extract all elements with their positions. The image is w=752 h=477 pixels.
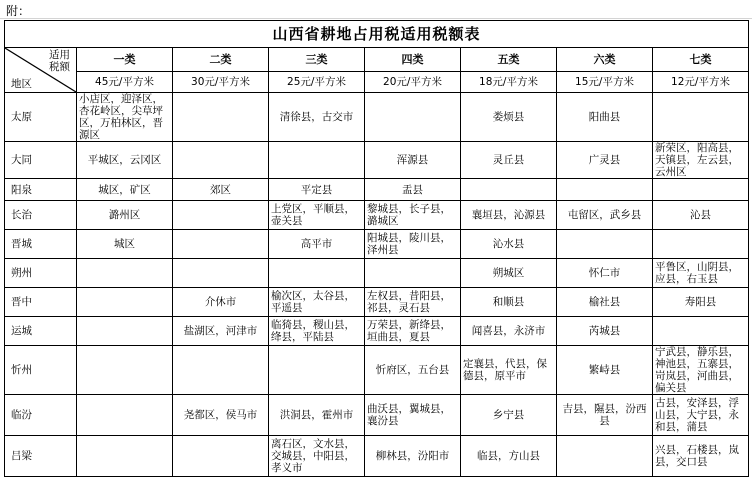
table-cell: 清徐县，古交市 <box>269 93 365 142</box>
table-row <box>5 93 749 142</box>
table-cell <box>461 179 557 201</box>
table-row <box>5 201 749 230</box>
table-cell: 朔城区 <box>461 259 557 288</box>
table-cell: 闻喜县，永济市 <box>461 317 557 346</box>
table-cell: 城区 <box>77 230 173 259</box>
sheet-gridline <box>0 18 752 19</box>
table-cell: 浑源县 <box>365 142 461 179</box>
table-cell: 平城区，云冈区 <box>77 142 173 179</box>
table-cell: 盐湖区，河津市 <box>173 317 269 346</box>
table-cell <box>173 346 269 395</box>
table-cell: 城区，矿区 <box>77 179 173 201</box>
table-cell: 曲沃县，翼城县，襄汾县 <box>365 395 461 436</box>
table-cell: 乡宁县 <box>461 395 557 436</box>
table-cell: 盂县 <box>365 179 461 201</box>
table-cell: 忻府区，五台县 <box>365 346 461 395</box>
table-cell <box>77 317 173 346</box>
table-title: 山西省耕地占用税适用税额表 <box>5 21 749 48</box>
region-cell: 朔州 <box>5 259 77 288</box>
table-row <box>5 317 749 346</box>
table-cell <box>173 230 269 259</box>
table-cell <box>77 346 173 395</box>
table-cell <box>653 230 749 259</box>
table-cell <box>173 93 269 142</box>
table-cell <box>77 436 173 477</box>
tax-rate-table <box>4 20 749 477</box>
table-cell: 潞州区 <box>77 201 173 230</box>
table-cell: 郊区 <box>173 179 269 201</box>
category-header: 二类 <box>173 48 269 72</box>
table-cell: 娄烦县 <box>461 93 557 142</box>
rate-header: 15元/平方米 <box>557 72 653 93</box>
table-cell <box>557 230 653 259</box>
table-row <box>5 142 749 179</box>
table-cell: 定襄县，代县，保德县，原平市 <box>461 346 557 395</box>
region-cell: 太原 <box>5 93 77 142</box>
region-cell: 长治 <box>5 201 77 230</box>
corner-rate-line2: 税额 <box>49 61 70 73</box>
table-cell: 左权县，昔阳县，祁县，灵石县 <box>365 288 461 317</box>
rate-header: 45元/平方米 <box>77 72 173 93</box>
table-cell: 临猗县，稷山县，绛县，平陆县 <box>269 317 365 346</box>
table-cell <box>365 93 461 142</box>
table-cell <box>365 259 461 288</box>
table-cell: 介休市 <box>173 288 269 317</box>
table-cell <box>269 259 365 288</box>
table-cell <box>653 179 749 201</box>
table-cell <box>77 395 173 436</box>
table-cell <box>173 201 269 230</box>
table-cell: 柳林县，汾阳市 <box>365 436 461 477</box>
table-cell: 和顺县 <box>461 288 557 317</box>
table-cell <box>557 436 653 477</box>
table-cell: 屯留区，武乡县 <box>557 201 653 230</box>
region-cell: 运城 <box>5 317 77 346</box>
region-cell: 忻州 <box>5 346 77 395</box>
table-cell: 阳城县，陵川县，泽州县 <box>365 230 461 259</box>
rate-header: 25元/平方米 <box>269 72 365 93</box>
region-cell: 大同 <box>5 142 77 179</box>
attachment-prefix: 附： <box>6 4 31 18</box>
table-cell: 吉县，隰县，汾西县 <box>557 395 653 436</box>
table-cell: 小店区，迎泽区，杏花岭区，尖草坪区，万柏林区，晋源区 <box>77 93 173 142</box>
table-cell <box>557 179 653 201</box>
table-cell: 灵丘县 <box>461 142 557 179</box>
table-cell <box>269 142 365 179</box>
rate-header: 30元/平方米 <box>173 72 269 93</box>
table-cell: 榆社县 <box>557 288 653 317</box>
table-cell: 黎城县，长子县，潞城区 <box>365 201 461 230</box>
table-cell: 高平市 <box>269 230 365 259</box>
region-cell: 吕梁 <box>5 436 77 477</box>
table-cell: 平鲁区，山阴县，应县，右玉县 <box>653 259 749 288</box>
table-cell: 沁水县 <box>461 230 557 259</box>
table-cell: 芮城县 <box>557 317 653 346</box>
table-row <box>5 436 749 477</box>
table-cell: 洪洞县，霍州市 <box>269 395 365 436</box>
table-cell: 万荣县，新绛县，垣曲县，夏县 <box>365 317 461 346</box>
region-cell: 阳泉 <box>5 179 77 201</box>
table-cell: 寿阳县 <box>653 288 749 317</box>
category-header: 四类 <box>365 48 461 72</box>
region-cell: 晋中 <box>5 288 77 317</box>
region-cell: 临汾 <box>5 395 77 436</box>
corner-rate-line1: 适用 <box>49 49 70 61</box>
corner-header-cell <box>5 48 77 93</box>
table-cell <box>173 259 269 288</box>
table-cell <box>269 346 365 395</box>
table-row <box>5 259 749 288</box>
table-cell: 榆次区，太谷县，平遥县 <box>269 288 365 317</box>
table-cell: 怀仁市 <box>557 259 653 288</box>
table-cell <box>173 436 269 477</box>
table-cell <box>77 259 173 288</box>
table-cell <box>77 288 173 317</box>
category-header: 五类 <box>461 48 557 72</box>
table-cell <box>173 142 269 179</box>
corner-region-label: 地区 <box>11 78 32 90</box>
table-cell: 新荣区，阳高县，天镇县，左云县，云州区 <box>653 142 749 179</box>
region-cell: 晋城 <box>5 230 77 259</box>
table-cell: 临县，方山县 <box>461 436 557 477</box>
table-cell <box>653 317 749 346</box>
table-cell: 广灵县 <box>557 142 653 179</box>
table-row <box>5 395 749 436</box>
table-cell: 繁峙县 <box>557 346 653 395</box>
table-cell: 襄垣县，沁源县 <box>461 201 557 230</box>
category-header: 三类 <box>269 48 365 72</box>
rate-header: 18元/平方米 <box>461 72 557 93</box>
table-row <box>5 179 749 201</box>
table-cell: 沁县 <box>653 201 749 230</box>
table-cell: 兴县，石楼县，岚县，交口县 <box>653 436 749 477</box>
table-cell: 平定县 <box>269 179 365 201</box>
corner-rate-label <box>49 49 70 73</box>
table-cell: 阳曲县 <box>557 93 653 142</box>
category-header: 七类 <box>653 48 749 72</box>
category-header: 一类 <box>77 48 173 72</box>
rate-header: 12元/平方米 <box>653 72 749 93</box>
rate-header: 20元/平方米 <box>365 72 461 93</box>
category-header: 六类 <box>557 48 653 72</box>
table-row <box>5 230 749 259</box>
table-cell <box>653 93 749 142</box>
table-cell: 古县，安泽县，浮山县，大宁县，永和县，蒲县 <box>653 395 749 436</box>
table-row <box>5 288 749 317</box>
table-cell: 离石区，文水县，交城县，中阳县，孝义市 <box>269 436 365 477</box>
table-cell: 尧都区，侯马市 <box>173 395 269 436</box>
table-cell: 上党区，平顺县，壶关县 <box>269 201 365 230</box>
table-row <box>5 346 749 395</box>
table-cell: 宁武县，静乐县，神池县，五寨县，岢岚县，河曲县，偏关县 <box>653 346 749 395</box>
